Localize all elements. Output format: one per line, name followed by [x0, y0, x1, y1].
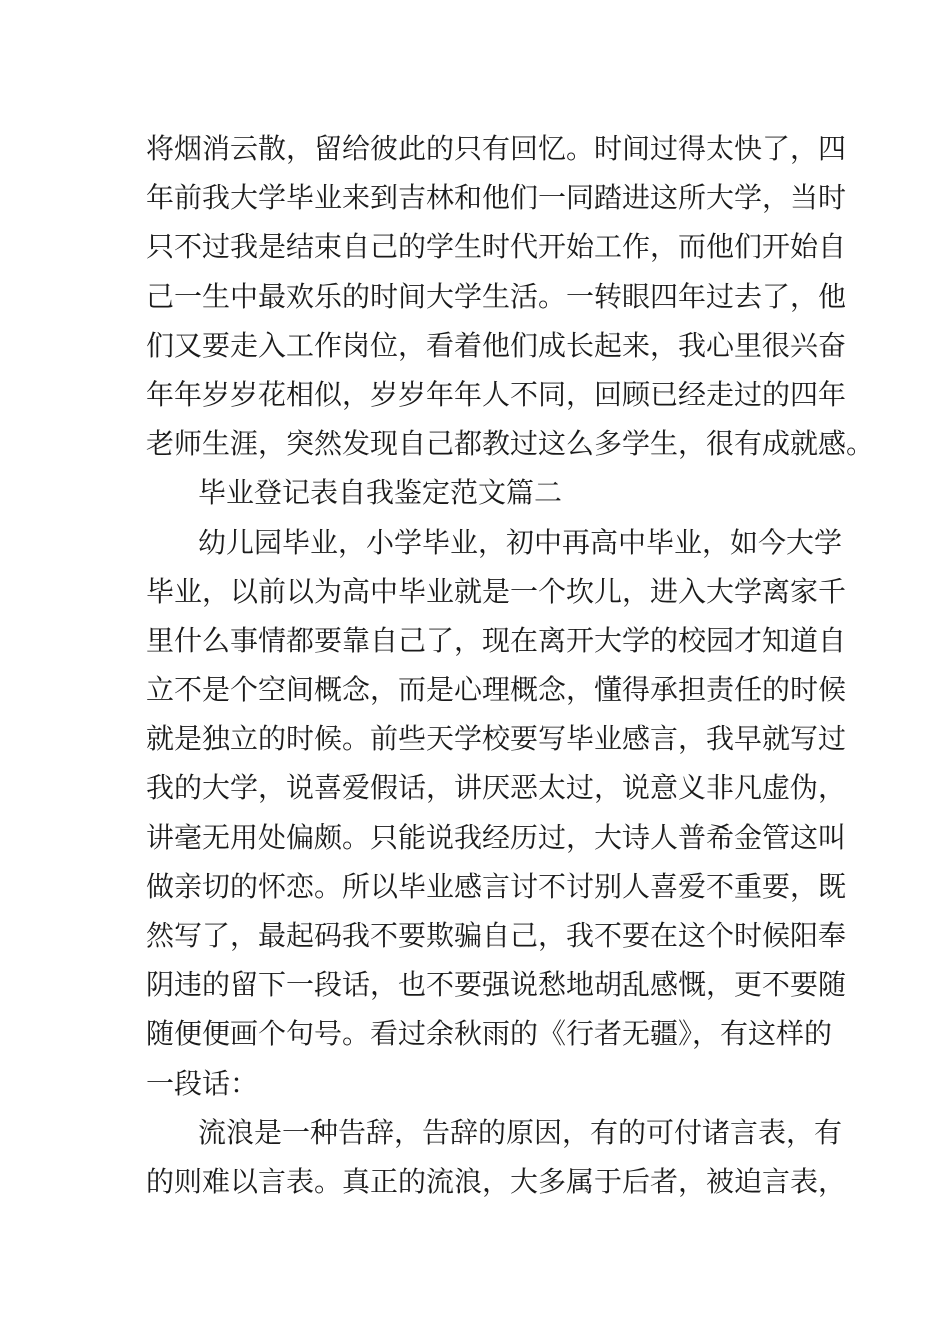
- text-line: 里什么事情都要靠自己了，现在离开大学的校园才知道自: [146, 623, 847, 657]
- text-line: 然写了，最起码我不要欺骗自己，我不要在这个时候阳奉: [146, 919, 847, 952]
- text-line: 我的大学，说喜爱假话，讲厌恶太过，说意义非凡虚伪，: [146, 771, 847, 805]
- text-line: 年年岁岁花相似，岁岁年年人不同，回顾已经走过的四年: [146, 377, 847, 411]
- text-line: 将烟消云散，留给彼此的只有回忆。时间过得太快了，四: [146, 132, 847, 165]
- text-line: 们又要走入工作岗位，看着他们成长起来，我心里很兴奋: [146, 328, 847, 362]
- text-line: 只不过我是结束自己的学生时代开始工作，而他们开始自: [146, 230, 847, 264]
- body-text: [146, 124, 875, 1206]
- paragraph-first-line: 毕业登记表自我鉴定范文篇二: [198, 476, 563, 510]
- text-line: 阴违的留下一段话，也不要强说愁地胡乱感慨，更不要随: [146, 968, 847, 1002]
- paragraph-first-line: 幼儿园毕业，小学毕业，初中再高中毕业，如今大学: [198, 525, 843, 559]
- paragraph-first-line: 流浪是一种告辞，告辞的原因，有的可付诸言表，有: [198, 1115, 843, 1149]
- text-line: 年前我大学毕业来到吉林和他们一同踏进这所大学，当时: [146, 181, 847, 215]
- text-line: 做亲切的怀恋。所以毕业感言讨不讨别人喜爱不重要，既: [146, 869, 847, 903]
- text-line: 的则难以言表。真正的流浪，大多属于后者，被迫言表，: [146, 1164, 847, 1198]
- text-line: 老师生涯，突然发现自己都教过这么多学生，很有成就感。: [146, 427, 875, 461]
- text-line: 立不是个空间概念，而是心理概念，懂得承担责任的时候: [146, 673, 847, 707]
- text-line: 毕业，以前以为高中毕业就是一个坎儿，进入大学离家千: [146, 574, 847, 608]
- text-line: 随便便画个句号。看过余秋雨的《行者无疆》，有这样的: [146, 1017, 833, 1051]
- text-line: 一段话：: [146, 1066, 259, 1100]
- text-line: 讲毫无用处偏颇。只能说我经历过，大诗人普希金管这叫: [146, 820, 847, 854]
- text-line: 己一生中最欢乐的时间大学生活。一转眼四年过去了，他: [146, 279, 847, 313]
- text-line: 就是独立的时候。前些天学校要写毕业感言，我早就写过: [146, 722, 847, 756]
